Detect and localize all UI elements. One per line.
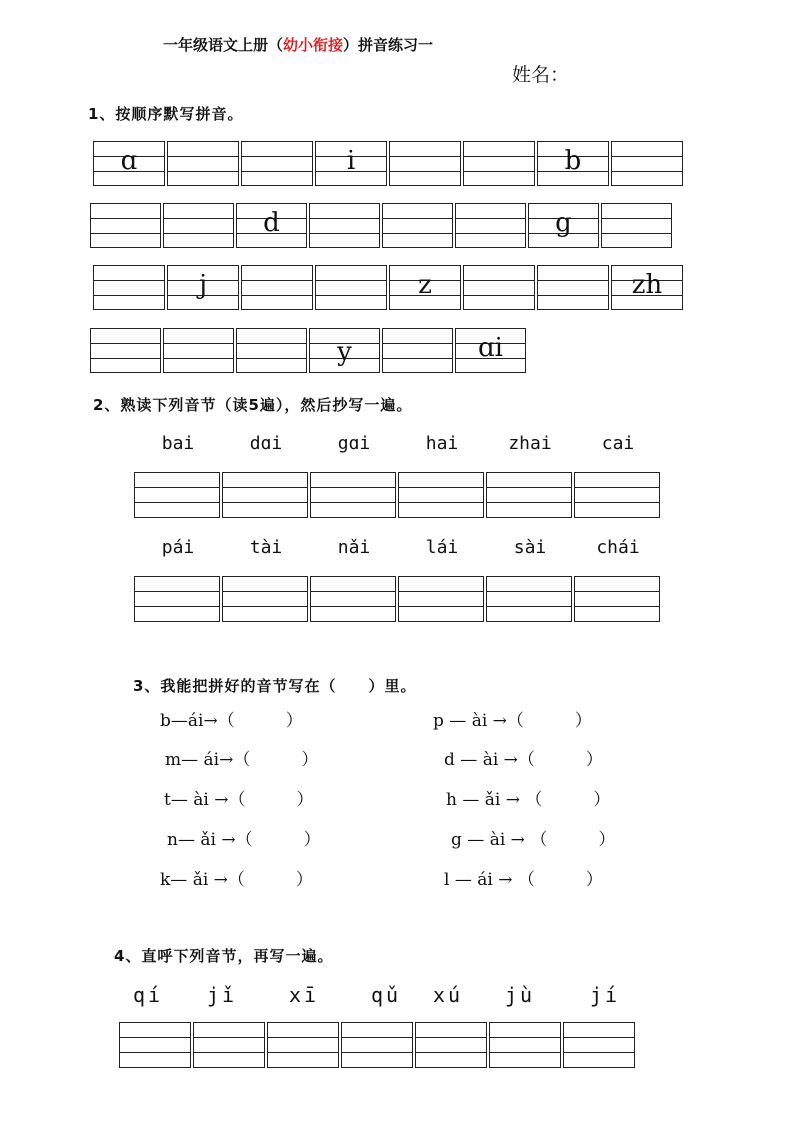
exercise-item[interactable]: p — ài →（ ）	[433, 711, 592, 731]
writing-cell[interactable]	[486, 576, 572, 622]
writing-cell[interactable]	[90, 203, 161, 248]
syllable: gɑi	[337, 433, 371, 454]
page-title: 一年级语文上册（幼小衔接）拼音练习一	[163, 36, 434, 54]
writing-cell[interactable]	[167, 265, 239, 310]
writing-cell[interactable]	[119, 1022, 191, 1068]
syllable: zhai	[508, 433, 552, 454]
cell-letter: i	[346, 146, 356, 176]
writing-cell[interactable]	[398, 472, 484, 518]
cell-letter: g	[555, 208, 572, 238]
syllable: qí	[133, 983, 164, 1007]
section-4-heading: 4、直呼下列音节，再写一遍。	[114, 947, 334, 965]
syllable: jù	[505, 983, 536, 1007]
s2-syllable-row-2	[134, 537, 662, 558]
s1-grid-row-2	[90, 203, 672, 248]
writing-cell[interactable]	[455, 328, 526, 373]
s1-grid-row-4	[90, 328, 526, 373]
writing-cell[interactable]	[309, 328, 380, 373]
exercise-item[interactable]: k— ǎi →（ ）	[160, 870, 313, 890]
section-2-heading: 2、熟读下列音节（读5遍），然后抄写一遍。	[93, 396, 413, 414]
writing-cell[interactable]	[222, 472, 308, 518]
writing-cell[interactable]	[455, 203, 526, 248]
syllable: dɑi	[249, 433, 283, 454]
title-highlight: 幼小衔接	[283, 36, 344, 54]
section-1-heading: 1、按顺序默写拼音。	[88, 105, 244, 123]
exercise-item[interactable]: d — ài →（ ）	[444, 750, 603, 770]
writing-cell[interactable]	[310, 472, 396, 518]
syllable: qǔ	[371, 983, 402, 1007]
writing-cell[interactable]	[222, 576, 308, 622]
cell-letter: j	[198, 270, 208, 300]
cell-letter: zh	[631, 270, 663, 300]
exercise-item[interactable]: g — ài → （ ）	[451, 830, 616, 850]
writing-cell[interactable]	[310, 576, 396, 622]
writing-cell[interactable]	[90, 328, 161, 373]
syllable: xī	[289, 983, 320, 1007]
cell-letter: y	[337, 337, 352, 367]
syllable: lái	[425, 537, 459, 558]
writing-cell[interactable]	[241, 141, 313, 186]
writing-cell[interactable]	[134, 576, 220, 622]
cell-letter: z	[418, 270, 432, 300]
syllable: pái	[161, 537, 195, 558]
syllable: sài	[513, 537, 547, 558]
cell-letter: d	[263, 208, 280, 238]
writing-cell[interactable]	[389, 265, 461, 310]
exercise-item[interactable]: h — ǎi → （ ）	[446, 790, 611, 810]
syllable: cai	[601, 433, 635, 454]
s2-grid-row-2	[134, 576, 660, 622]
writing-cell[interactable]	[601, 203, 672, 248]
syllable: bai	[161, 433, 195, 454]
writing-cell[interactable]	[574, 576, 660, 622]
cell-letter: b	[564, 146, 582, 176]
writing-cell[interactable]	[489, 1022, 561, 1068]
writing-cell[interactable]	[134, 472, 220, 518]
writing-cell[interactable]	[611, 141, 683, 186]
writing-cell[interactable]	[611, 265, 683, 310]
s2-grid-row-1	[134, 472, 660, 518]
syllable: hai	[425, 433, 459, 454]
s1-grid-row-3	[93, 265, 683, 310]
writing-cell[interactable]	[93, 265, 165, 310]
exercise-item[interactable]: b—ái→（ ）	[160, 711, 303, 731]
writing-cell[interactable]	[241, 265, 313, 310]
writing-cell[interactable]	[398, 576, 484, 622]
exercise-item[interactable]: l — ái → （ ）	[444, 870, 603, 890]
writing-cell[interactable]	[163, 203, 234, 248]
syllable: jí	[590, 983, 621, 1007]
name-label: 姓名：	[512, 64, 570, 86]
section-3-heading: 3、我能把拼好的音节写在（ ）里。	[133, 677, 417, 695]
syllable: jǐ	[207, 983, 238, 1007]
writing-cell[interactable]	[193, 1022, 265, 1068]
writing-cell[interactable]	[389, 141, 461, 186]
writing-cell[interactable]	[563, 1022, 635, 1068]
exercise-item[interactable]: n— ǎi →（ ）	[167, 830, 321, 850]
s4-grid-row	[119, 1022, 635, 1068]
writing-cell[interactable]	[415, 1022, 487, 1068]
writing-cell[interactable]	[382, 328, 453, 373]
exercise-item[interactable]: t— ài →（ ）	[164, 790, 314, 810]
syllable: tài	[249, 537, 283, 558]
cell-letter: ɑ	[120, 146, 138, 176]
writing-cell[interactable]	[537, 141, 609, 186]
exercise-item[interactable]: m— ái→（ ）	[165, 750, 319, 770]
writing-cell[interactable]	[315, 265, 387, 310]
writing-cell[interactable]	[463, 141, 535, 186]
writing-cell[interactable]	[486, 472, 572, 518]
syllable: chái	[596, 537, 640, 558]
writing-cell[interactable]	[315, 141, 387, 186]
syllable: nǎi	[337, 537, 371, 558]
writing-cell[interactable]	[382, 203, 453, 248]
writing-cell[interactable]	[537, 265, 609, 310]
syllable: xú	[433, 983, 464, 1007]
writing-cell[interactable]	[93, 141, 165, 186]
writing-cell[interactable]	[236, 203, 307, 248]
writing-cell[interactable]	[167, 141, 239, 186]
writing-cell[interactable]	[528, 203, 599, 248]
writing-cell[interactable]	[267, 1022, 339, 1068]
cell-letter: ɑi	[478, 333, 503, 363]
s1-grid-row-1	[93, 141, 683, 186]
s2-syllable-row-1	[134, 433, 662, 454]
writing-cell[interactable]	[574, 472, 660, 518]
writing-cell[interactable]	[309, 203, 380, 248]
writing-cell[interactable]	[236, 328, 307, 373]
writing-cell[interactable]	[163, 328, 234, 373]
writing-cell[interactable]	[341, 1022, 413, 1068]
writing-cell[interactable]	[463, 265, 535, 310]
